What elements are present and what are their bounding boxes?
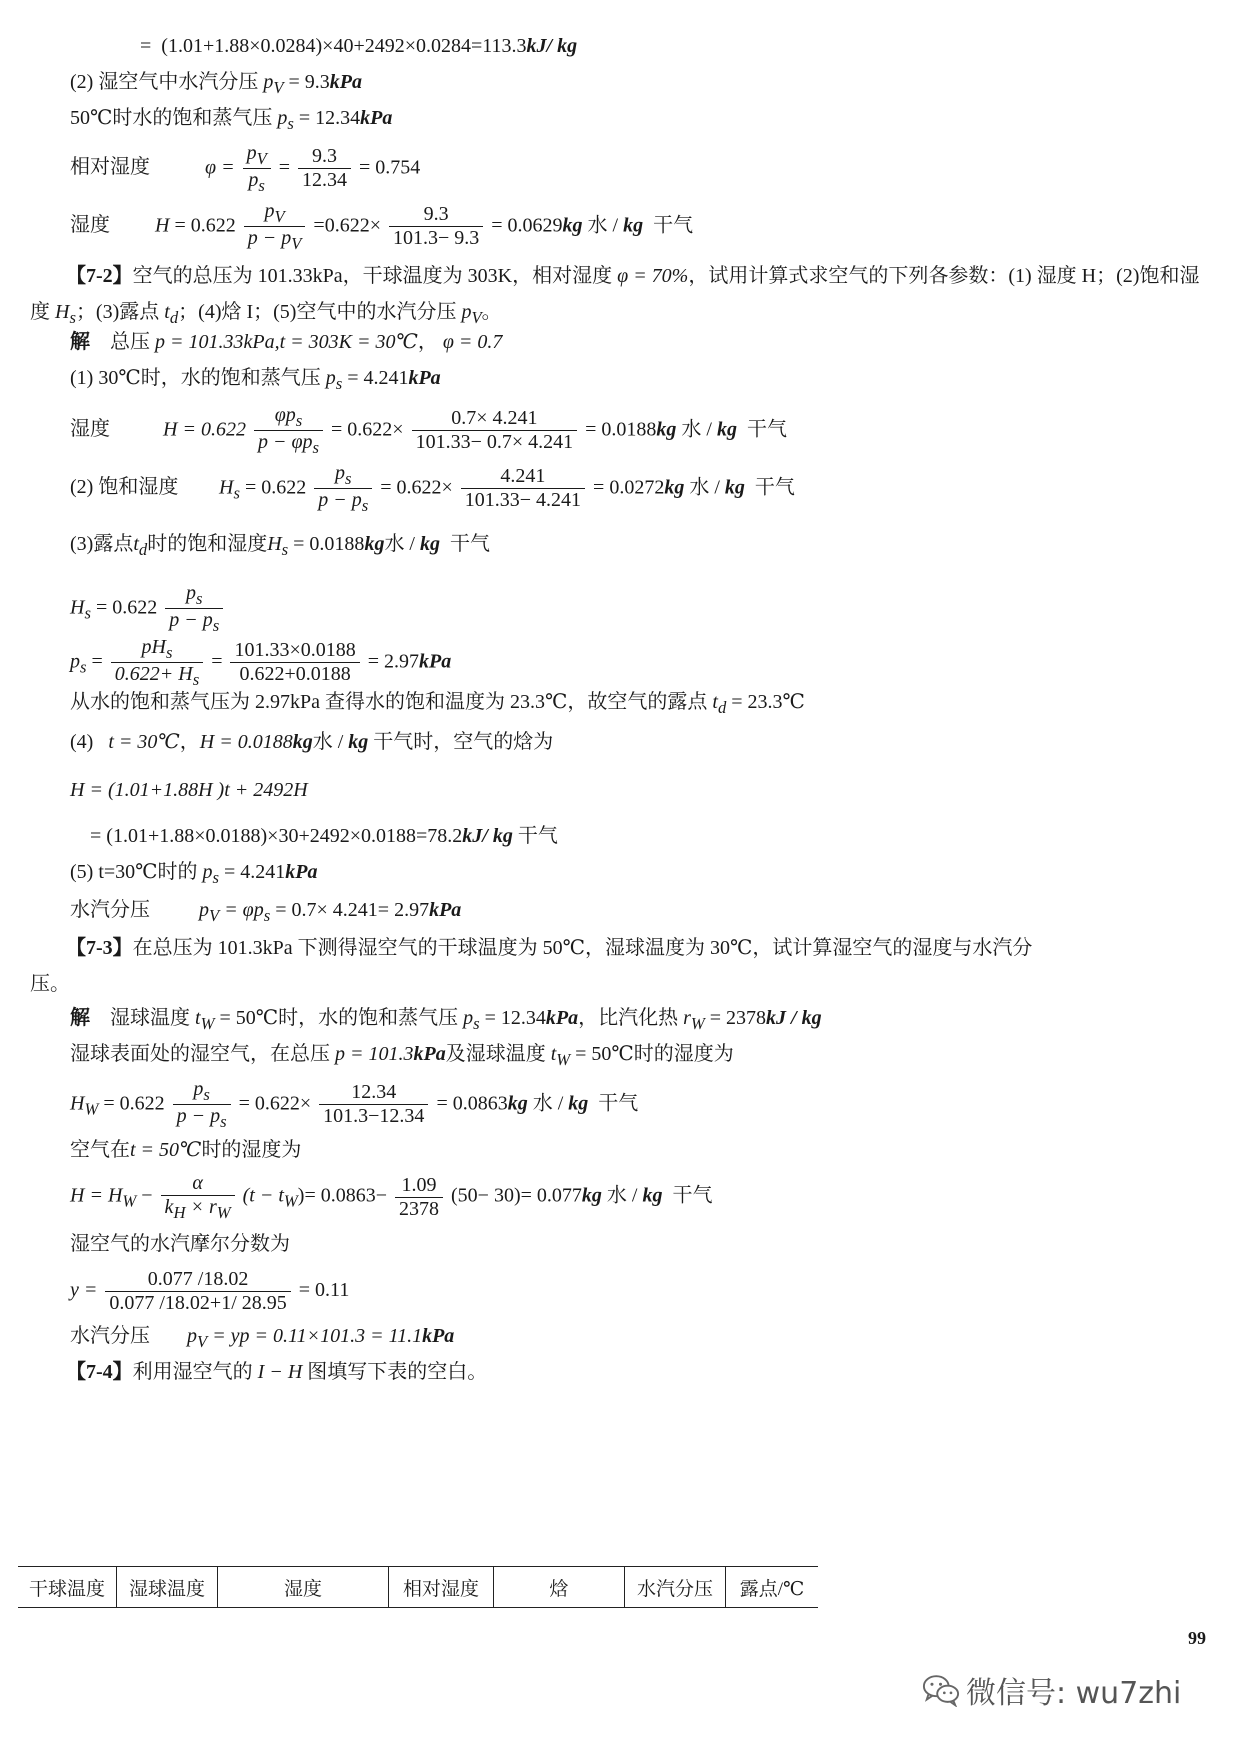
eq-saturation-humidity: (2) 饱和湿度 $H_s = 0.622$ $\frac{p_s}{p - p_s}$ = 0.622× $\frac{4.241}{101.33- 4.241}$ = 0.0272kg 水 / kg 干气 bbox=[70, 462, 795, 516]
eq-vapor-pressure-2: 水汽分压 $p_V = \varphi p_s = 0.7\times 4.241= 2.97kPa$ bbox=[70, 899, 462, 925]
table-header-wet-bulb: 湿球温度 bbox=[117, 1567, 218, 1608]
line-7-3-2: 湿球表面处的湿空气，在总压 p = 101.3kPa及湿球温度 $t_W$ = 50℃时的湿度为 bbox=[70, 1043, 734, 1069]
page-number: 99 bbox=[1188, 1628, 1206, 1648]
eq-top-line: = (1.01+1.88×0.0284)×40+2492×0.0284=113.3kJ/ kg bbox=[140, 35, 578, 57]
solution-7-3-intro: 解 湿球温度 $t_W$ = 50℃时，水的饱和蒸气压 $p_s = 12.34kPa$，比汽化热 $r_W = 2378kJ$ / kg bbox=[70, 1007, 822, 1033]
data-table bbox=[18, 1566, 818, 1608]
line-7-3-6: 湿空气的水汽摩尔分数为 bbox=[70, 1233, 290, 1255]
eq-hs-formula: $H_s = 0.622$ $\frac{p_s}{p - p_s}$ bbox=[70, 582, 226, 635]
table-header-dew-point: 露点/℃ bbox=[726, 1567, 819, 1608]
eq-mole-fraction: y = $\frac{0.077 /18.02}{0.077 /18.02+1/ 28.95}$ = 0.11 bbox=[70, 1268, 350, 1314]
table-header-enthalpy: 焓 bbox=[494, 1567, 625, 1608]
eq-humidity-2: 湿度 H = 0.622 $\frac{\varphi p_s}{p - \varphi p_s}$ = 0.622× $\frac{0.7\times 4.241}{101.33- 0.7\times 4.241}$ = 0.0188kg 水 / kg 干气 bbox=[70, 404, 787, 458]
table-header-relative-humidity: 相对湿度 bbox=[389, 1567, 494, 1608]
eq-vapor-pressure-3: 水汽分压 $p_V$ = yp = 0.11×101.3 = 11.1kPa bbox=[70, 1325, 455, 1351]
eq-air-humidity: $H = H_W$ − $\frac{\alpha}{k_H \times r_W}$ $(t - t_W)= 0.0863-$ $\frac{1.09}{2378}$ (50− 30)= 0.077kg 水 / kg 干气 bbox=[70, 1172, 713, 1222]
problem-7-4: 【7-4】利用湿空气的 I − H 图填写下表的空白。 bbox=[66, 1361, 488, 1383]
table-header-row bbox=[18, 1567, 818, 1608]
eq-enthalpy-formula: H = (1.01+1.88H )t + 2492H bbox=[70, 779, 308, 801]
line-2-vapor-pressure: (2) 湿空气中水汽分压 $p_V = 9.3kPa$ bbox=[70, 71, 363, 97]
eq-enthalpy-value: = (1.01+1.88×0.0188)×30+2492×0.0188=78.2kJ/ kg 干气 bbox=[90, 825, 558, 847]
watermark-text: 微信号: wu7zhi bbox=[966, 1676, 1182, 1711]
problem-7-3: 【7-3】在总压为 101.3kPa 下测得湿空气的干球温度为 50℃，湿球温度为 30℃，试计算湿空气的湿度与水汽分 压。 bbox=[30, 937, 1033, 995]
line-7-2-4: (4) t = 30℃，H = 0.0188kg水 / kg 干气时，空气的焓为 bbox=[70, 731, 554, 753]
table-header-dry-bulb: 干球温度 bbox=[18, 1567, 117, 1608]
line-7-2-1: (1) 30℃时，水的饱和蒸气压 $p_s = 4.241kPa$ bbox=[70, 367, 441, 393]
line-7-2-5: (5) t=30℃时的 $p_s = 4.241kPa$ bbox=[70, 861, 318, 887]
line-sat-pressure-50: 50℃时水的饱和蒸气压 $p_s = 12.34kPa$ bbox=[70, 107, 393, 133]
watermark bbox=[922, 1668, 1181, 1712]
line-7-2-3: (3)露点$t_d$时的饱和湿度$H_s = 0.0188kg$水 / kg 干气 bbox=[70, 533, 490, 559]
eq-humidity-1: 湿度 H = 0.622 $\frac{p_V}{p - p_V}$ =0.622× $\frac{9.3}{101.3- 9.3}$ = 0.0629kg 水 / kg 干气 bbox=[70, 200, 694, 254]
eq-ps-solve: $p_s$ = $\frac{pH_s}{0.622+ H_s}$ = $\frac{101.33\times 0.0188}{0.622+0.0188}$ = 2.97kPa bbox=[70, 636, 452, 690]
problem-7-2: 【7-2】空气的总压为 101.33kPa，干球温度为 303K，相对湿度 φ = 70%，试用计算式求空气的下列各参数：(1) 湿度 H；(2)饱和湿度 $H_s$；(3)露点 $t_d$；(4)焓 I；(5)空气中的水汽分压 $p_V$。 bbox=[30, 265, 1200, 327]
solution-7-2-intro: 解 总压 p = 101.33kPa,t = 303K = 30℃， φ = 0.7 bbox=[70, 331, 503, 353]
line-7-3-4: 空气在t = 50℃时的湿度为 bbox=[70, 1139, 302, 1161]
table-header-humidity: 湿度 bbox=[218, 1567, 389, 1608]
wechat-icon bbox=[922, 1673, 960, 1707]
eq-wet-bulb-humidity: $H_W = 0.622$ $\frac{p_s}{p - p_s}$ = 0.622× $\frac{12.34}{101.3-12.34}$ = 0.0863kg 水 / kg 干气 bbox=[70, 1078, 639, 1132]
eq-relative-humidity: 相对湿度 φ = $\frac{p_V}{p_s}$ = $\frac{9.3}{12.34}$ = 0.754 bbox=[70, 142, 421, 196]
table-header-vapor-pressure: 水汽分压 bbox=[625, 1567, 726, 1608]
line-dew-point: 从水的饱和蒸气压为 2.97kPa 查得水的饱和温度为 23.3℃，故空气的露点 $t_d$ = 23.3℃ bbox=[70, 691, 805, 717]
